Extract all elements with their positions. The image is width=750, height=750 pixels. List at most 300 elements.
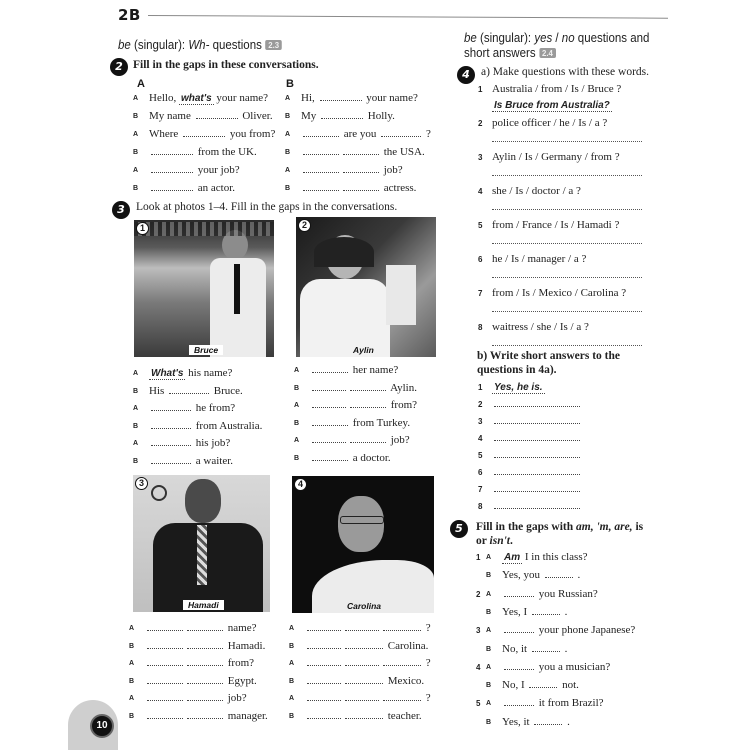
speaker-label: B [289,677,295,685]
answer-gap[interactable] [534,716,562,725]
speaker-label: B [294,384,300,392]
heading-be: be [118,38,131,52]
answer-gap[interactable] [151,420,191,429]
dialogue-line [476,716,570,728]
dialogue-line [133,437,230,449]
answer-gap[interactable] [312,434,346,443]
ex5-title-is: is [632,521,644,533]
item-number: 5 [478,221,483,230]
answer-gap[interactable] [312,364,348,373]
short-answer-row [478,415,582,427]
dialogue-line [133,164,240,176]
answer-gap[interactable] [504,624,534,633]
line-text: Hi, [301,92,318,104]
speaker-label: A [486,627,492,635]
answer-gap[interactable] [350,434,386,443]
prompt-text: Australia / from / Is / Bruce ? [492,83,622,95]
dialogue-line [133,367,232,379]
ex5-title-text: Fill in the gaps with [476,521,577,533]
grammar-ref-badge: 2.3 [266,40,282,50]
answer-gap[interactable] [350,399,386,408]
photo-number-2: 2 [298,219,311,232]
answer-gap[interactable] [147,640,183,649]
speaker-label: A [294,367,300,374]
section-heading-wh-questions [118,38,282,52]
answer-line[interactable] [492,175,642,176]
answer-gap[interactable] [307,692,341,701]
line-text: . [574,569,581,582]
ex5-title-options: am, 'm, are, [576,521,633,533]
answer-line[interactable] [492,243,642,244]
answer-line[interactable] [492,141,642,142]
question-prompt [478,117,607,129]
photo-caption-hamadi: Hamadi [183,600,224,610]
heading-wh: Wh- [188,38,210,52]
ex5-title-or: or [476,535,490,547]
dialogue-line [294,452,391,464]
exercise-5-title-line1 [476,521,643,533]
answer-gap[interactable] [383,657,421,666]
dialogue-line [133,182,235,194]
item-number: 2 [476,589,481,599]
speaker-label: A [289,660,295,667]
speaker-label: A [486,554,492,561]
item-number: 6 [478,468,483,477]
item-number: 4 [478,434,483,443]
speaker-label: A [289,695,295,702]
line-text: Yes, you [502,569,543,582]
short-answer-gap[interactable] [494,432,580,441]
answer-line[interactable] [492,345,642,346]
speaker-label: B [289,712,295,720]
dialogue-line [285,146,425,158]
line-text: job? [381,164,403,176]
speaker-label: B [133,149,139,156]
dialogue-line [285,110,395,122]
unit-label: 2B [118,6,141,24]
speaker-label: B [133,185,139,192]
answer-gap[interactable] [504,661,534,670]
example-answer: what's [180,93,212,104]
heading-questions-and: questions and [574,31,650,45]
dialogue-line [133,92,268,104]
line-text: from? [388,399,418,411]
answer-gap[interactable] [169,385,209,394]
photo-figure-glasses [340,516,384,524]
speaker-label: A [285,131,291,138]
dialogue-line [476,697,604,709]
speaker-label: A [129,695,135,702]
short-answer-gap[interactable] [494,415,580,424]
answer-gap[interactable] [345,622,379,631]
answer-gap[interactable] [303,182,339,191]
dialogue-line [476,624,635,636]
dialogue-line [476,588,598,600]
question-prompt [478,151,620,163]
speaker-label: B [285,149,291,156]
answer-gap[interactable] [303,146,339,155]
answer-gap[interactable] [312,417,348,426]
exercise-5-badge: 5 [450,520,468,538]
line-text: from? [225,657,255,669]
answer-gap[interactable] [307,657,341,666]
section-heading-short-answers [464,46,556,60]
line-text: Aylin. [388,381,417,394]
answer-gap[interactable] [343,182,379,191]
speaker-label: A [486,663,492,671]
speaker-label: B [129,712,135,720]
page-number: 10 [90,714,114,738]
item-number: 8 [478,502,483,511]
exercise-4b-title-line1: b) Write short answers to the [477,350,620,362]
line-text: an actor. [195,182,236,194]
speaker-label: B [294,419,300,427]
line-text: Hello, [149,92,179,104]
speaker-label: B [486,645,492,653]
line-text: Where [149,128,182,140]
dialogue-line [129,675,257,687]
speaker-label: B [486,572,492,580]
photo-wall-clock [151,485,167,501]
photo-aylin [296,217,436,357]
dialogue-line [476,606,567,618]
answer-gap[interactable] [345,692,379,701]
line-text: manager. [225,709,268,722]
prompt-text: waitress / she / Is / a ? [492,321,589,333]
item-number: 4 [478,187,483,196]
question-prompt [478,321,589,333]
answer-gap[interactable] [307,675,341,684]
photo-caption-carolina: Carolina [347,601,382,611]
answer-gap[interactable] [381,128,421,137]
speaker-label: A [294,437,300,444]
dialogue-line [294,399,417,411]
dialogue-line [476,643,567,655]
answer-gap[interactable] [345,657,379,666]
photo-background-light [386,265,416,325]
line-text: your name? [213,92,269,104]
dialogue-line [294,382,417,394]
speaker-label: A [133,440,139,447]
photo-caption-bruce: Bruce [189,345,223,355]
dialogue-line [289,675,424,687]
example-answer: Yes, he is. [494,382,543,393]
item-number: 8 [478,323,483,332]
answer-gap[interactable] [151,402,191,411]
item-number: 3 [478,153,483,162]
short-answer-row [478,432,582,444]
dialogue-line [285,92,418,104]
dialogue-line [133,455,233,467]
photo-carolina [292,476,434,613]
dialogue-line [129,640,265,652]
dialogue-line [129,692,247,704]
answer-gap[interactable] [307,710,341,719]
dialogue-line [294,434,410,446]
answer-gap[interactable] [147,675,183,684]
item-number: 6 [478,255,483,264]
line-text: Hamadi. [225,639,266,652]
photo-number-3: 3 [135,477,148,490]
dialogue-line [133,110,273,122]
line-text: Egypt. [225,674,257,687]
speaker-label: B [133,113,139,120]
speaker-label: A [486,590,492,598]
prompt-text: he / Is / manager / a ? [492,253,587,265]
example-answer: What's [151,368,184,379]
answer-gap[interactable] [147,692,183,701]
item-number: 5 [478,451,483,460]
speaker-label: A [294,402,300,409]
line-text: your job? [195,164,240,176]
header-rule [148,15,668,19]
line-text: I in this class? [522,551,588,563]
item-number: 2 [478,400,483,409]
exercise-4-badge: 4 [457,66,475,84]
answer-gap[interactable] [532,643,560,652]
dialogue-line [133,402,235,414]
line-text: not. [559,679,579,692]
line-text: . [561,605,568,618]
answer-line[interactable] [492,277,642,278]
example-answer: Am [504,552,521,563]
item-number: 5 [476,699,481,709]
question-prompt [478,287,626,299]
dialogue-line [133,128,275,140]
column-a-heading: A [137,78,145,90]
prompt-text: from / Is / Mexico / Carolina ? [492,287,627,299]
answer-gap[interactable] [312,399,346,408]
photo-figure-head [185,479,221,523]
answer-gap[interactable] [345,640,383,649]
dialogue-line [285,128,431,140]
dialogue-line [476,569,580,581]
photo-figure-head [338,496,384,552]
heading-singular: (singular): [476,31,535,45]
item-number: 1 [478,85,483,94]
item-number: 7 [478,485,483,494]
item-number: 2 [478,119,483,128]
dialogue-line [289,692,431,704]
answer-gap[interactable] [187,710,223,719]
exercise-2-badge: 2 [110,58,128,76]
short-answer-row [478,483,582,495]
answer-gap[interactable] [345,675,383,684]
answer-gap[interactable] [187,675,223,684]
speaker-label: B [285,113,291,120]
line-text: Yes, I [502,605,530,618]
answer-gap[interactable] [147,657,183,666]
speaker-label: A [285,167,291,174]
question-prompt [478,185,581,197]
line-text: job? [388,434,410,446]
answer-gap[interactable] [151,164,193,173]
short-answer-gap[interactable] [494,449,580,458]
photo-background-pattern [134,222,274,236]
answer-gap[interactable] [321,110,363,119]
answer-gap[interactable] [187,657,223,666]
speaker-label: B [129,677,135,685]
grammar-ref-badge: 2.4 [539,48,555,58]
section-heading-yes-no-questions [464,31,649,45]
answer-gap[interactable] [187,692,223,701]
answer-gap[interactable] [504,588,534,597]
dialogue-line [129,622,256,634]
speaker-label: A [129,625,135,632]
question-prompt [478,253,586,265]
answer-gap[interactable] [147,710,183,719]
line-text: from Australia. [193,419,263,432]
line-text: a waiter. [193,454,234,467]
line-text: Yes, it [502,715,533,728]
line-text: No, it [502,642,530,655]
line-text: His [149,384,168,397]
answer-gap[interactable] [545,569,573,578]
speaker-label: B [133,387,139,395]
dialogue-line [129,710,268,722]
answer-gap[interactable] [312,382,346,391]
line-text: you from? [227,128,276,140]
answer-gap[interactable] [345,710,383,719]
answer-gap[interactable] [343,146,379,155]
line-text: . [561,642,568,655]
item-number: 3 [478,417,483,426]
dialogue-line [289,622,431,634]
speaker-label: B [486,682,492,690]
speaker-label: A [133,95,139,102]
answer-gap[interactable] [187,622,223,631]
dialogue-line [289,657,431,669]
photo-figure-tie [234,264,240,314]
item-number: 4 [476,662,481,672]
answer-gap[interactable] [529,679,557,688]
photo-figure-jacket [153,523,263,612]
answer-gap[interactable] [303,128,339,137]
line-text: actress. [381,182,417,194]
dialogue-line [294,364,398,376]
photo-number-1: 1 [136,222,149,235]
line-text: her name? [350,364,399,376]
answer-gap[interactable] [151,146,193,155]
line-text: My [301,110,320,122]
answer-gap[interactable] [196,110,238,119]
answer-gap[interactable] [504,697,534,706]
answer-gap[interactable] [350,382,386,391]
speaker-label: B [133,422,139,430]
answer-gap[interactable] [303,164,339,173]
answer-gap[interactable] [320,92,362,101]
photo-hamadi [133,475,270,612]
item-number: 1 [478,383,483,392]
line-text: his job? [193,437,231,449]
answer-gap[interactable] [307,640,341,649]
line-text: No, I [502,679,528,692]
exercise-3-badge: 3 [112,201,130,219]
answer-gap[interactable] [151,182,193,191]
answer-gap[interactable] [151,437,191,446]
line-text: the USA. [381,146,425,158]
photo-figure-tie [197,525,207,585]
short-answer-row [478,381,545,393]
answer-line[interactable] [492,311,642,312]
short-answer-gap[interactable] [494,466,580,475]
short-answer-gap[interactable] [494,500,580,509]
prompt-text: Aylin / Is / Germany / from ? [492,151,620,163]
short-answer-row [478,449,582,461]
heading-no: no [561,31,575,45]
line-text: he from? [193,402,236,414]
answer-gap[interactable] [343,164,379,173]
line-text: My name [149,110,194,122]
example-answer-line [492,99,612,111]
speaker-label: A [285,95,291,102]
short-answer-gap[interactable] [494,398,580,407]
dialogue-line [133,146,257,158]
dialogue-line [294,417,410,429]
speaker-label: B [486,718,492,726]
heading-slash: / [552,31,562,45]
line-text: you Russian? [536,587,598,600]
example-answer: Is Bruce from Australia? [494,100,610,111]
heading-questions: questions [209,38,262,52]
line-text: Bruce. [211,384,243,397]
line-text: your name? [363,92,418,104]
line-text: his name? [185,367,233,379]
ex5-title-period: . [510,535,513,547]
answer-gap[interactable] [151,455,191,464]
answer-gap[interactable] [532,606,560,615]
answer-gap[interactable] [383,622,421,631]
speaker-label: B [133,457,139,465]
answer-line[interactable] [492,209,642,210]
prompt-text: police officer / he / Is / a ? [492,117,608,129]
line-text: are you [341,128,380,140]
answer-gap[interactable] [312,452,348,461]
short-answer-gap[interactable] [494,483,580,492]
exercise-3-title: Look at photos 1–4. Fill in the gaps in the conversations. [136,201,398,213]
question-prompt [478,83,621,95]
heading-short-answers: short answers [464,46,536,60]
line-text: . [564,715,570,728]
answer-gap[interactable] [183,128,225,137]
speaker-label: A [133,131,139,138]
line-text: Mexico. [385,674,425,687]
dialogue-line [476,551,588,563]
short-answer-row [478,500,582,512]
dialogue-line [476,679,579,691]
answer-gap[interactable] [147,622,183,631]
line-text: job? [225,692,247,704]
line-text: a doctor. [350,451,391,464]
speaker-label: B [285,185,291,192]
answer-gap[interactable] [383,692,421,701]
question-prompt [478,219,619,231]
prompt-text: she / Is / doctor / a ? [492,185,581,197]
speaker-label: A [486,700,492,708]
line-text: ? [423,128,431,140]
answer-gap[interactable] [187,640,223,649]
answer-gap[interactable] [307,622,341,631]
item-number: 3 [476,626,481,636]
dialogue-line [289,640,428,652]
speaker-label: B [129,642,135,650]
line-text: Oliver. [239,110,273,122]
line-text: it from Brazil? [536,697,604,710]
line-text: teacher. [385,709,422,722]
exercise-2-title: Fill in the gaps in these conversations. [133,59,319,71]
line-text: Holly. [365,110,395,122]
photo-bruce [134,220,274,357]
